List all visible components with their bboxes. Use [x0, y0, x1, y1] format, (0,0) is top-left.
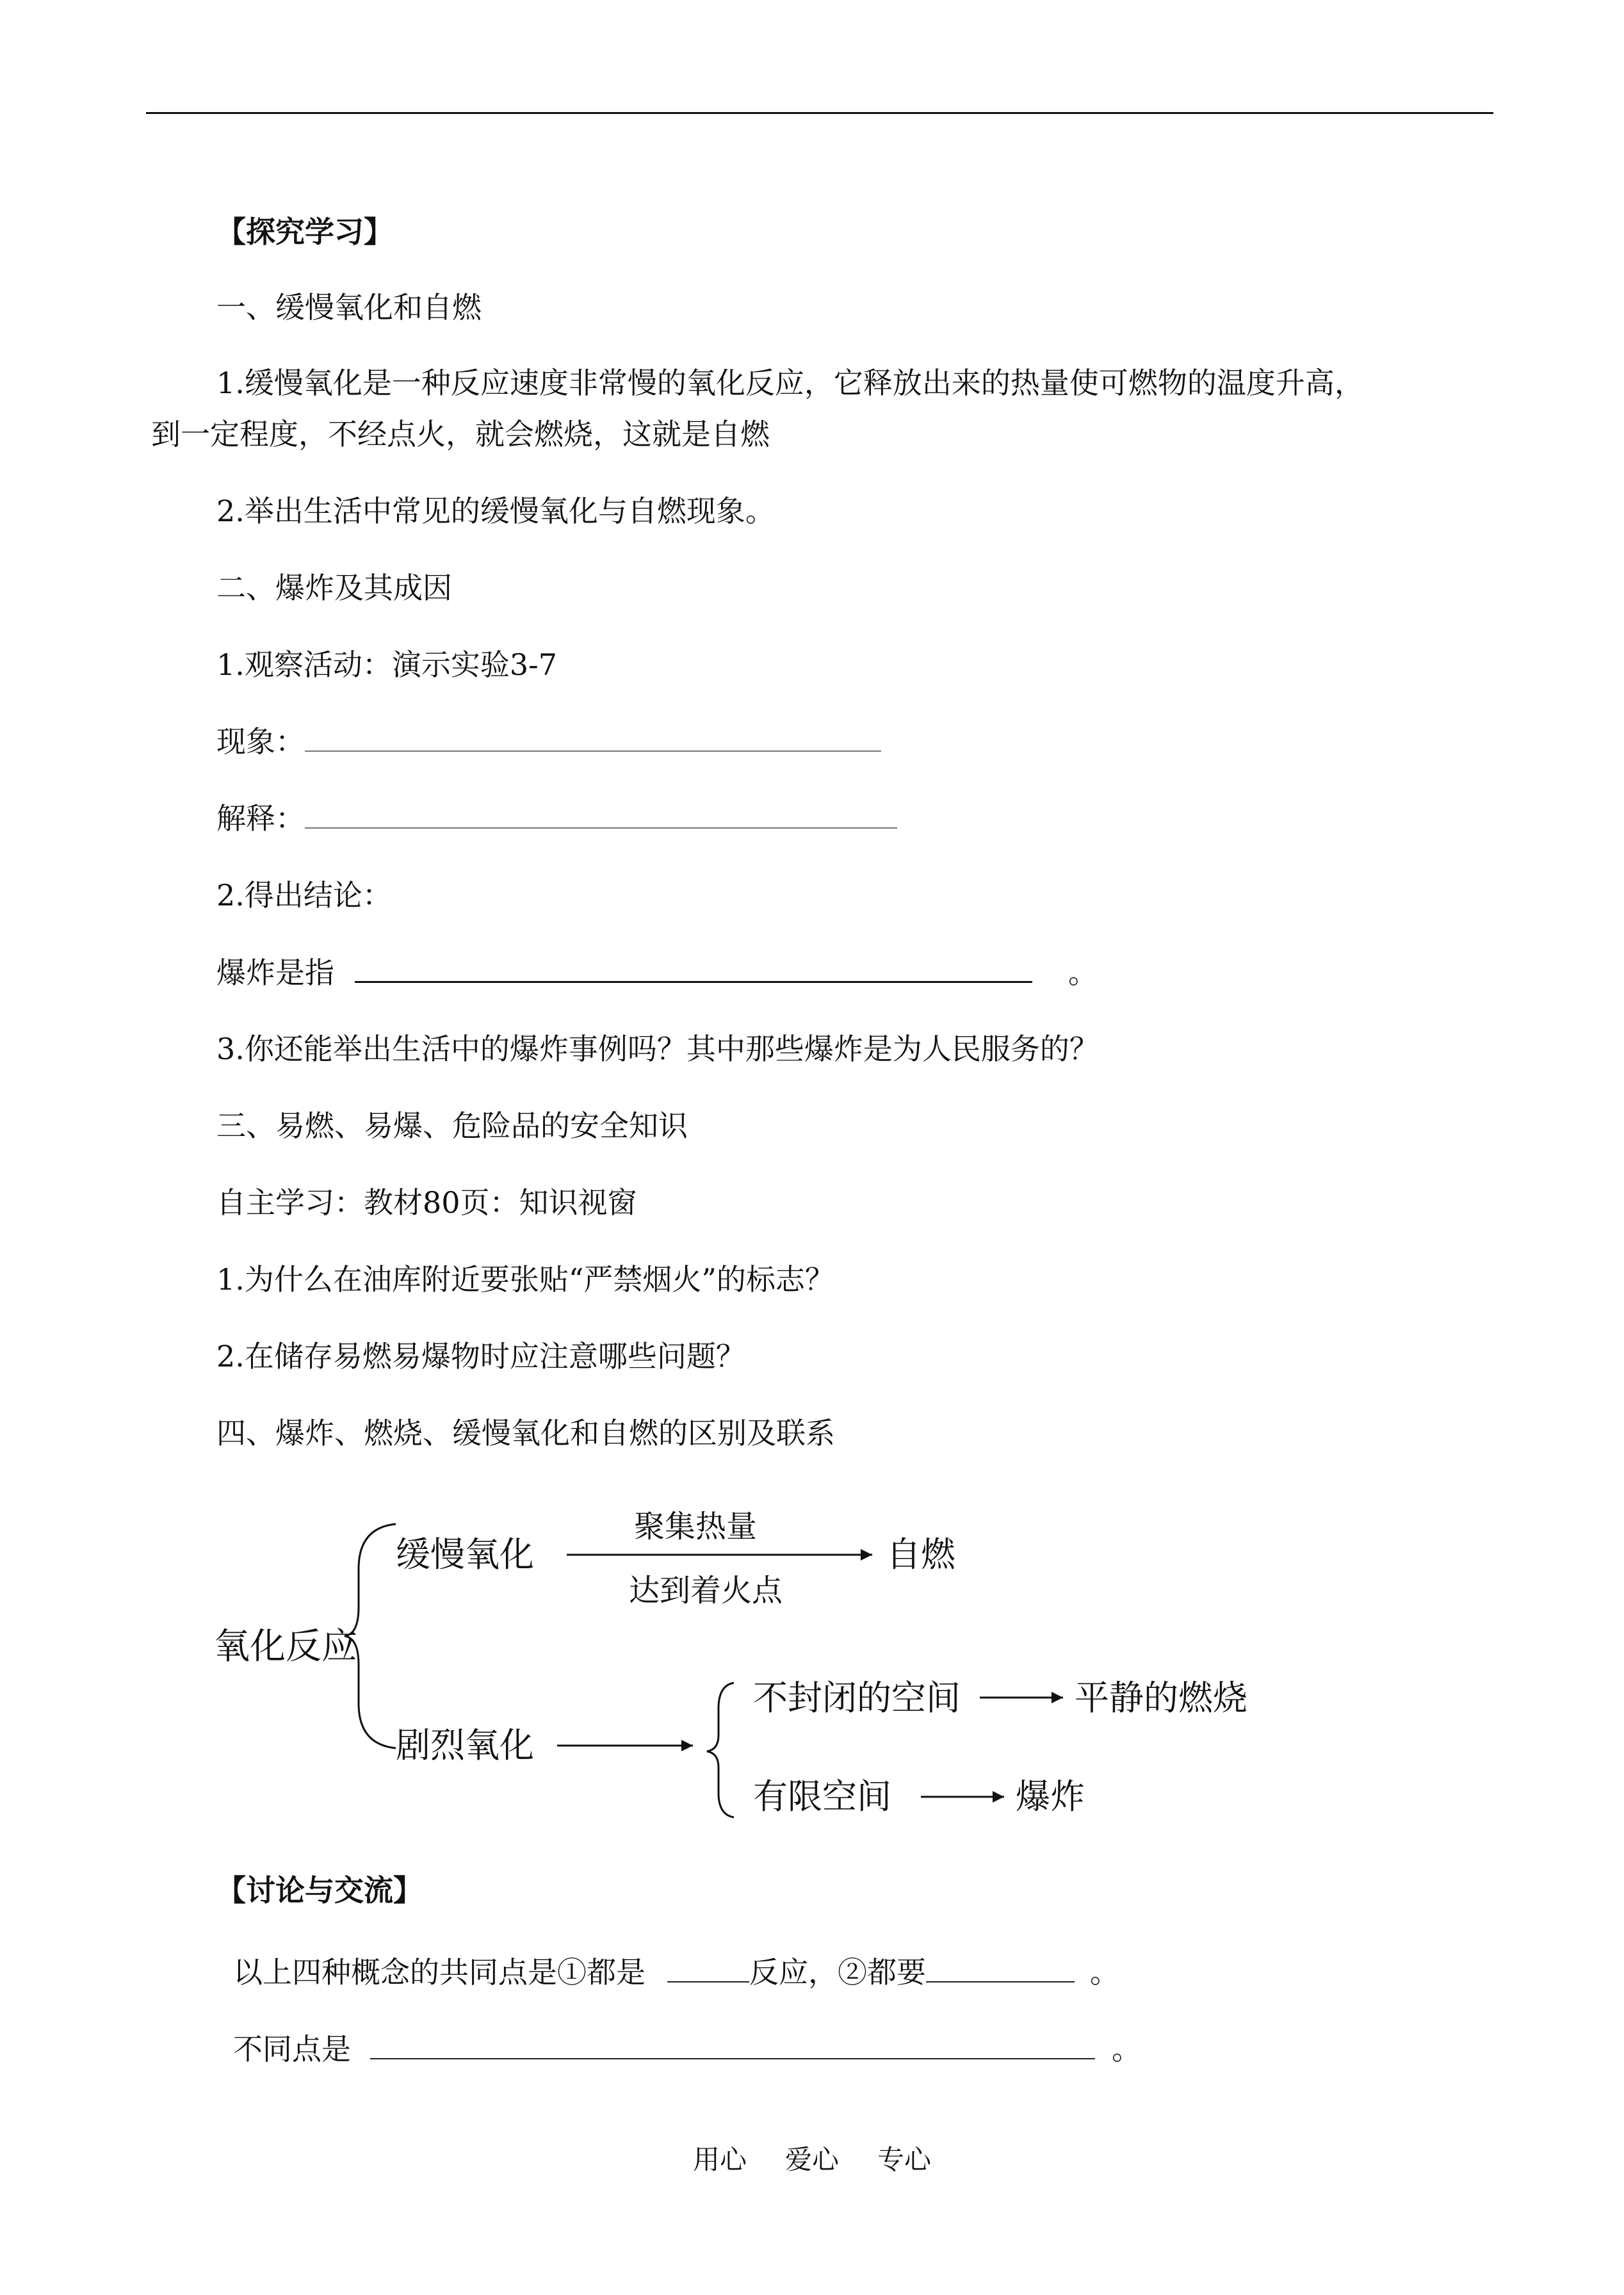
diagram-unclosed-space: 不封闭的空间 [753, 1678, 961, 1718]
explanation-label: 解释： [216, 801, 305, 836]
phenomenon-label: 现象： [216, 724, 305, 759]
difference-label: 不同点是 [233, 2032, 351, 2066]
footer-text-2: 爱心 [784, 2144, 839, 2175]
diagram-limited-space: 有限空间 [753, 1776, 891, 1817]
part3-question1: 1.为什么在油库附近要张贴“严禁烟火”的标志？ [216, 1262, 834, 1297]
part2-item2: 2.得出结论： [216, 878, 392, 912]
self-study-line: 自主学习：教材80页：知识视窗 [216, 1185, 637, 1220]
section-explore-title: 【探究学习】 [216, 215, 393, 249]
part1-item2: 2.举出生活中常见的缓慢氧化与自燃现象。 [216, 494, 775, 528]
right-brace [707, 1683, 734, 1817]
difference-end: 。 [1112, 2032, 1141, 2066]
common-blank-1[interactable] [667, 1953, 749, 1983]
diagram-slow-oxidation: 缓慢氧化 [396, 1534, 534, 1575]
difference-line [233, 2030, 1141, 2068]
common-line [233, 1953, 1119, 1991]
part3-heading: 三、易燃、易爆、危险品的安全知识 [216, 1108, 688, 1143]
difference-blank[interactable] [370, 2030, 1095, 2059]
diagram-calm-burning: 平静的燃烧 [1075, 1678, 1247, 1718]
page-footer [0, 2139, 1624, 2177]
conclusion-label: 爆炸是指 [216, 955, 334, 990]
part2-item1: 1.观察活动：演示实验3-7 [216, 647, 557, 682]
footer-text-3: 专心 [877, 2144, 932, 2175]
common-blank-2[interactable] [926, 1953, 1075, 1983]
conclusion-end: 。 [1068, 955, 1098, 990]
part1-item1-line2: 到一定程度，不经点火，就会燃烧，这就是自燃 [151, 417, 770, 451]
section-discuss-title: 【讨论与交流】 [216, 1873, 423, 1908]
part1-item1-line1: 1.缓慢氧化是一种反应速度非常慢的氧化反应，它释放出来的热量使可燃物的温度升高， [216, 366, 1364, 400]
part1-heading: 一、缓慢氧化和自燃 [216, 290, 482, 325]
diagram-root: 氧化反应 [214, 1626, 357, 1667]
part2-item3: 3.你还能举出生活中的爆炸事例吗？其中那些爆炸是为人民服务的？ [216, 1032, 1099, 1066]
diagram-explosion: 爆炸 [1016, 1776, 1085, 1817]
diagram-spontaneous: 自燃 [886, 1534, 955, 1575]
diagram-accumulate-heat: 聚集热量 [634, 1509, 758, 1545]
diagram-violent-oxidation: 剧烈氧化 [396, 1725, 534, 1765]
footer-text-1: 用心 [692, 2144, 747, 2175]
part3-question2: 2.在储存易燃易爆物时应注意哪些问题？ [216, 1339, 745, 1374]
common-end: 。 [1090, 1955, 1119, 1990]
diagram-reach-ignition: 达到着火点 [629, 1573, 783, 1609]
common-prefix: 以上四种概念的共同点是①都是 [233, 1955, 646, 1990]
part2-heading: 二、爆炸及其成因 [216, 571, 452, 605]
part4-heading: 四、爆炸、燃烧、缓慢氧化和自燃的区别及联系 [216, 1416, 835, 1450]
common-mid: 反应，②都要 [749, 1955, 926, 1990]
